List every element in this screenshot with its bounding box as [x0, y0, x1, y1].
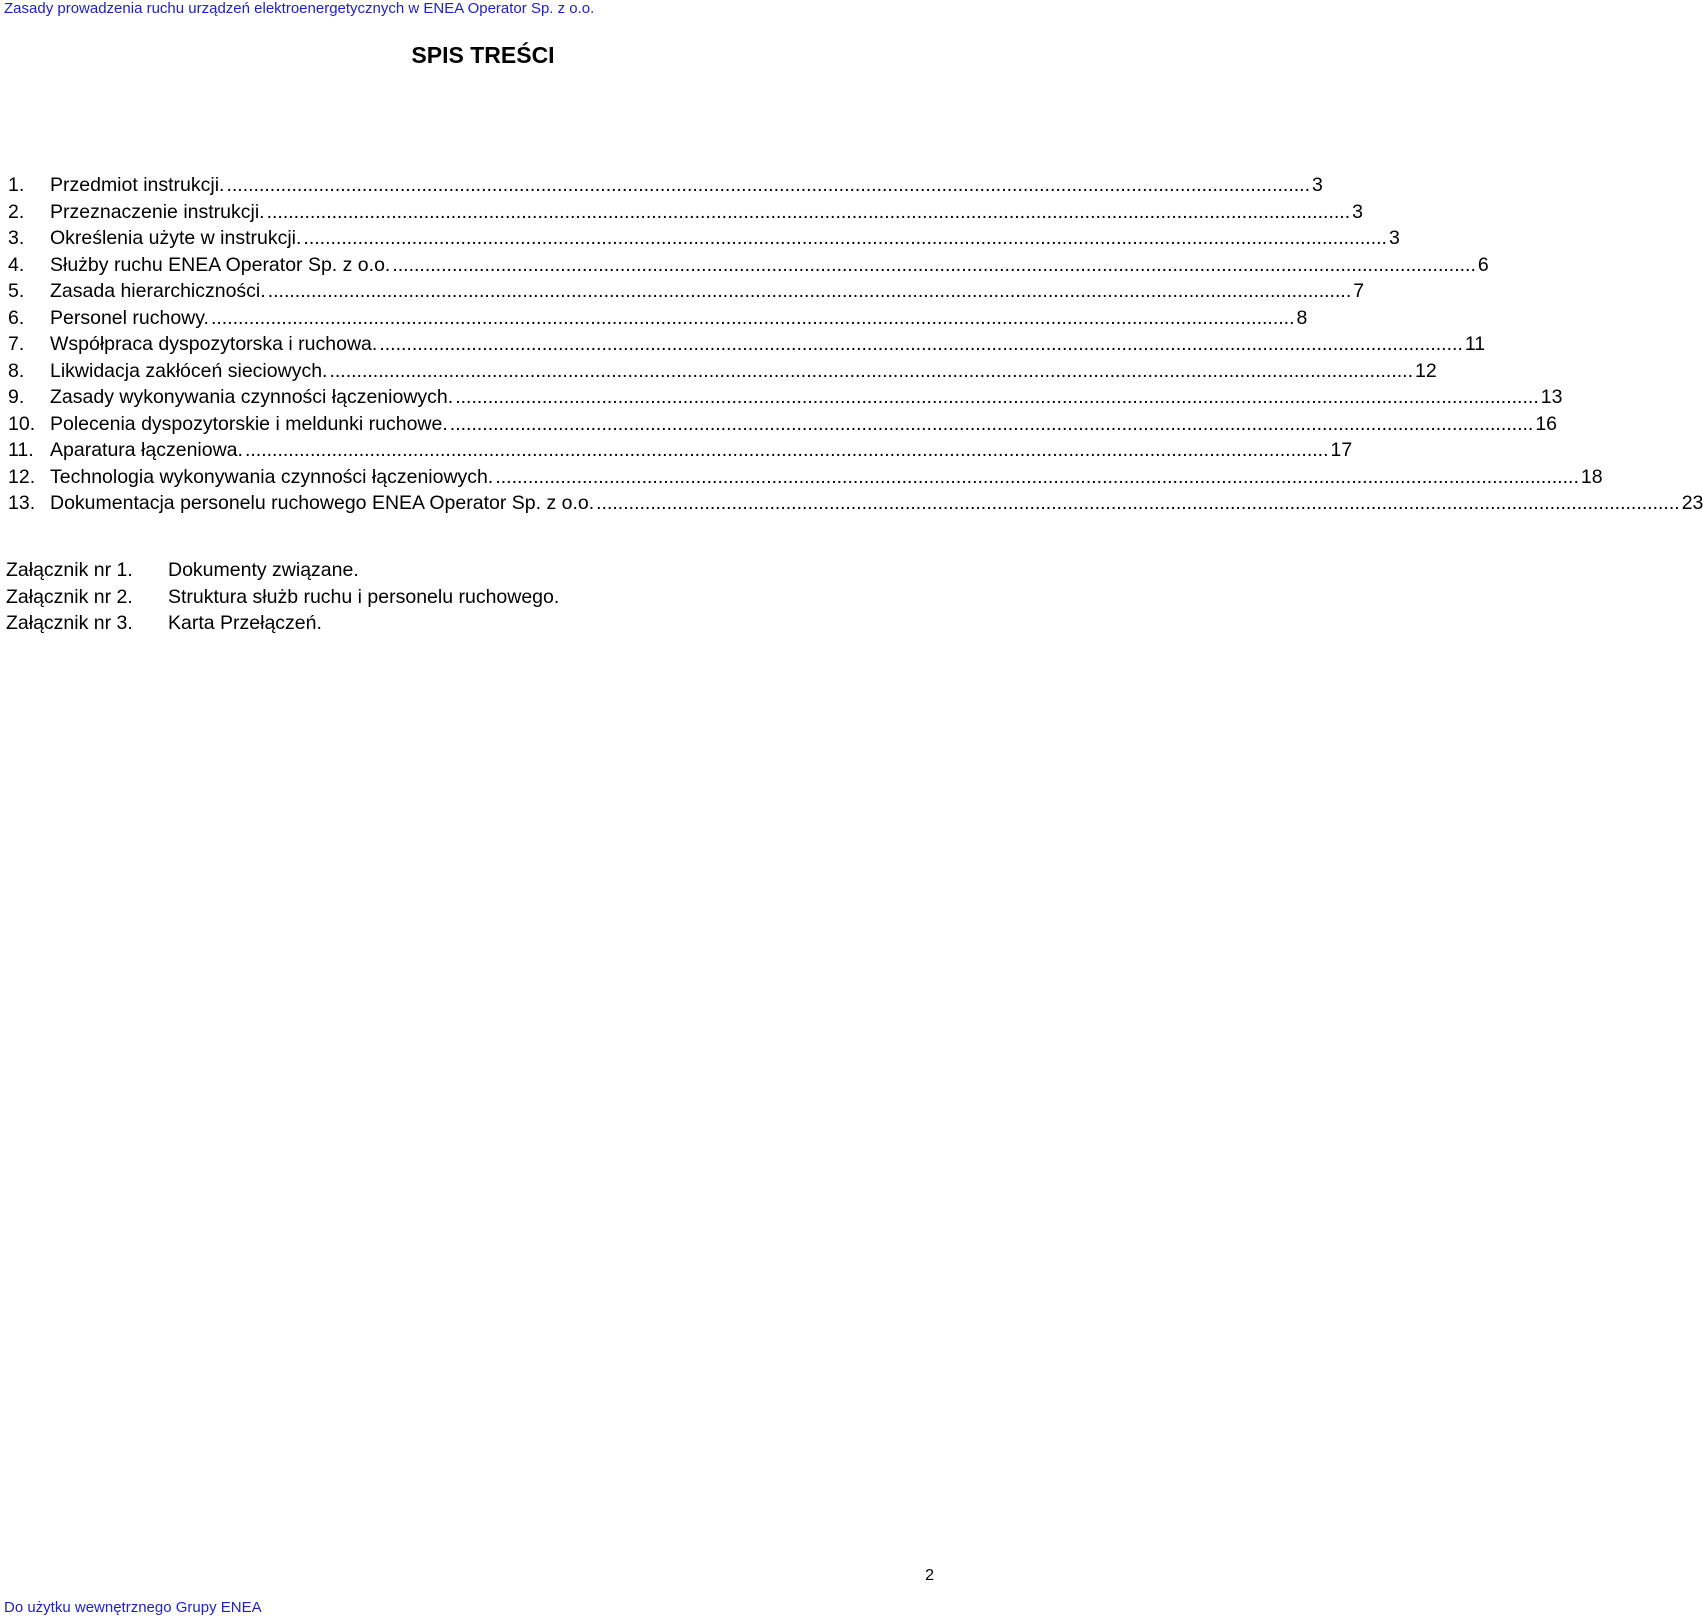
toc-dot-leader: ........................................................................................................................................................................................................: [226, 174, 1311, 196]
toc-dot-leader: ........................................................................................................................................................................................................: [455, 386, 1539, 408]
toc-entry: [8, 305, 1308, 332]
page-footer: Do użytku wewnętrznego Grupy ENEA: [4, 1599, 262, 1616]
toc-entry-page: 18: [1580, 465, 1603, 488]
toc-dot-leader: ........................................................................................................................................................................................................: [596, 492, 1680, 514]
toc-entry-page: 3: [1388, 227, 1400, 249]
toc-dot-leader: ........................................................................................................................................................................................................: [210, 306, 1295, 329]
toc-entry-page: 23: [1681, 492, 1703, 514]
toc-entry-number: 9.: [8, 386, 25, 408]
toc-entry-number: 7.: [8, 333, 25, 355]
toc-entry-number: 13.: [8, 492, 36, 514]
toc-entry-page: 13: [1540, 386, 1563, 408]
toc-entry: [8, 225, 1400, 252]
toc-entry-page: 3: [1312, 174, 1323, 196]
toc-entry-number: 4.: [8, 253, 25, 276]
toc-entry: [8, 358, 1437, 385]
toc-entry: [8, 172, 1323, 199]
toc-entry: [8, 384, 1563, 411]
toc-entry-page: 12: [1415, 359, 1437, 382]
toc-entry-number: 8.: [8, 359, 25, 382]
toc-entry-page: 8: [1296, 306, 1308, 329]
toc-entry-title: Aparatura łączeniowa.: [50, 439, 243, 461]
toc-entry: [8, 331, 1486, 358]
toc-dot-leader: ........................................................................................................................................................................................................: [495, 465, 1579, 488]
table-of-contents: [8, 172, 1703, 517]
annex-entry: [6, 584, 559, 611]
toc-entry-page: 3: [1352, 200, 1363, 223]
toc-entry: [8, 199, 1363, 226]
toc-title: SPIS TREŚCI: [411, 42, 555, 68]
toc-entry-page: 6: [1477, 253, 1489, 276]
toc-entry-title: Służby ruchu ENEA Operator Sp. z o.o.: [50, 253, 391, 276]
annex-entry: [6, 610, 559, 637]
toc-entry-title: Likwidacja zakłóceń sieciowych.: [50, 359, 328, 382]
toc-entry-title: Zasady wykonywania czynności łączeniowych.: [50, 386, 454, 408]
toc-entry: [8, 464, 1603, 491]
toc-entry-number: 11.: [8, 439, 34, 461]
annex-title: Struktura służb ruchu i personelu ruchowego.: [168, 585, 560, 608]
toc-dot-leader: ........................................................................................................................................................................................................: [329, 359, 1414, 382]
toc-dot-leader: ........................................................................................................................................................................................................: [392, 253, 1476, 276]
toc-dot-leader: ........................................................................................................................................................................................................: [267, 280, 1352, 302]
toc-entry: [8, 278, 1365, 305]
toc-entry-title: Przeznaczenie instrukcji.: [50, 200, 265, 223]
toc-entry: [8, 252, 1489, 279]
toc-entry-title: Polecenia dyspozytorskie i meldunki ruchowe.: [50, 412, 448, 435]
toc-entry-number: 2.: [8, 200, 25, 223]
toc-dot-leader: ........................................................................................................................................................................................................: [379, 333, 1463, 355]
toc-dot-leader: ........................................................................................................................................................................................................: [303, 227, 1387, 249]
annex-list: [6, 557, 559, 637]
toc-dot-leader: ........................................................................................................................................................................................................: [244, 439, 1329, 461]
toc-entry: [8, 437, 1353, 464]
toc-entry-title: Dokumentacja personelu ruchowego ENEA Operator Sp. z o.o.: [50, 492, 595, 514]
toc-entry-title: Współpraca dyspozytorska i ruchowa.: [50, 333, 378, 355]
toc-dot-leader: ........................................................................................................................................................................................................: [449, 412, 1534, 435]
toc-entry-number: 6.: [8, 306, 25, 329]
toc-entry-page: 11: [1464, 333, 1486, 355]
toc-entry: [8, 490, 1703, 517]
toc-entry-title: Technologia wykonywania czynności łączeniowych.: [50, 465, 494, 488]
running-header: Zasady prowadzenia ruchu urządzeń elektroenergetycznych w ENEA Operator Sp. z o.o.: [4, 0, 595, 17]
toc-entry-page: 17: [1330, 439, 1353, 461]
toc-entry-number: 1.: [8, 174, 25, 196]
toc-entry-number: 10.: [8, 412, 36, 435]
annex-title: Dokumenty związane.: [168, 559, 359, 581]
page-number: 2: [925, 1567, 934, 1584]
toc-entry-number: 3.: [8, 227, 25, 249]
annex-label: Załącznik nr 2.: [6, 585, 133, 608]
toc-dot-leader: ........................................................................................................................................................................................................: [266, 200, 1351, 223]
toc-entry-title: Przedmiot instrukcji.: [50, 174, 225, 196]
toc-entry-title: Określenia użyte w instrukcji.: [50, 227, 302, 249]
annex-label: Załącznik nr 3.: [6, 612, 133, 634]
annex-entry: [6, 557, 559, 584]
toc-entry-page: 7: [1353, 280, 1365, 302]
toc-entry-page: 16: [1535, 412, 1558, 435]
annex-title: Karta Przełączeń.: [168, 612, 322, 634]
annex-label: Załącznik nr 1.: [6, 559, 133, 581]
toc-entry-number: 5.: [8, 280, 25, 302]
toc-entry-title: Zasada hierarchiczności.: [50, 280, 266, 302]
toc-entry-title: Personel ruchowy.: [50, 306, 209, 329]
toc-entry-number: 12.: [8, 465, 36, 488]
toc-entry: [8, 411, 1558, 438]
